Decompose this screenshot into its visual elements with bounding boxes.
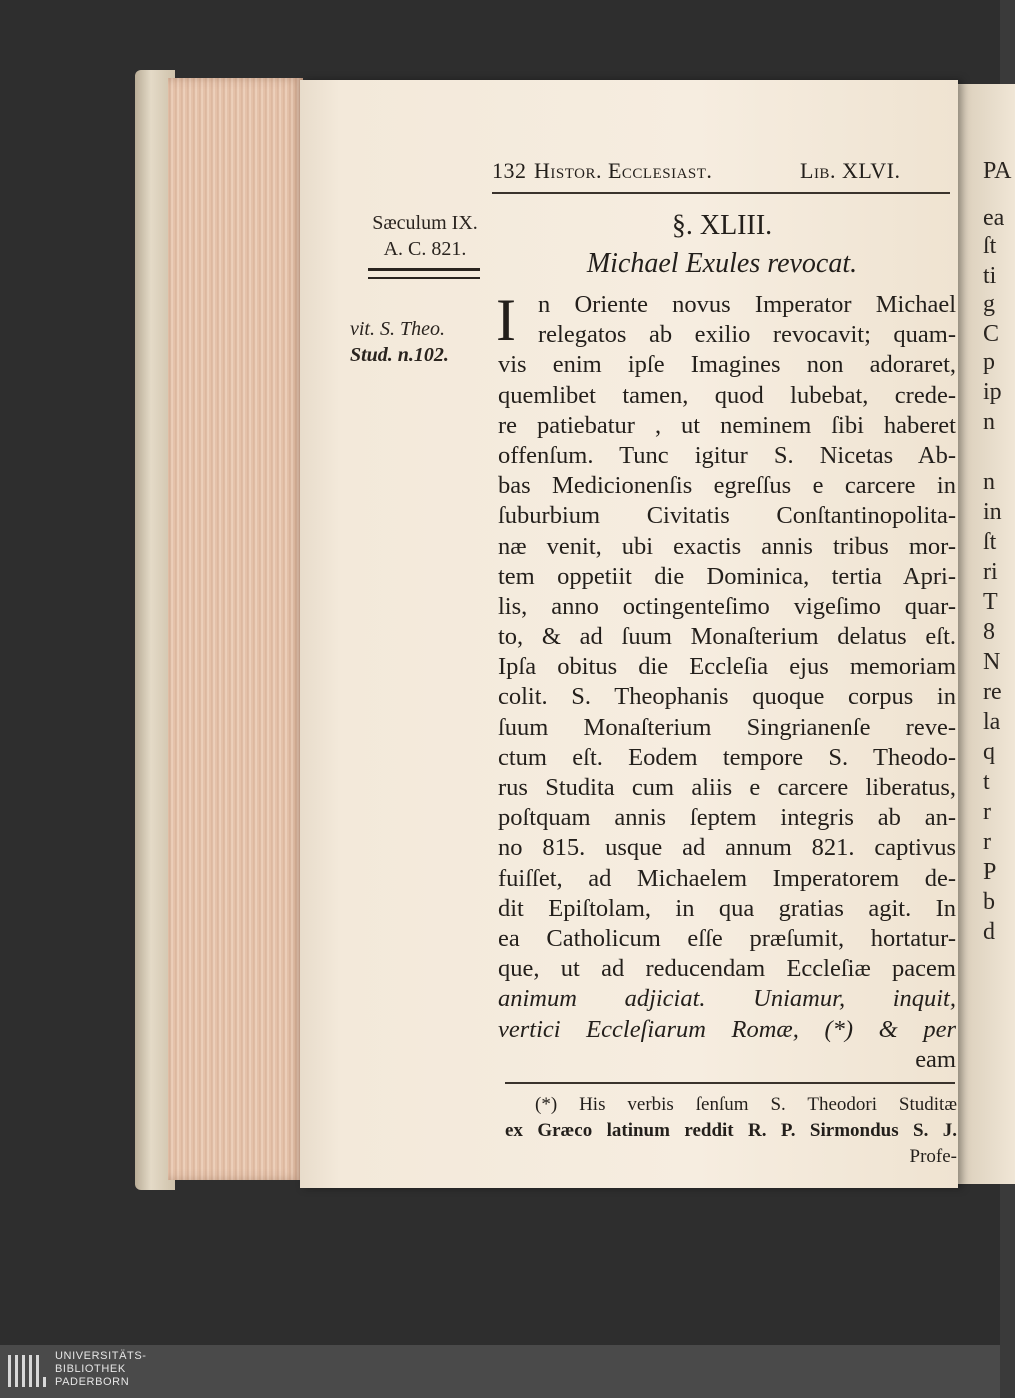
- footnote-line: (*) His verbis ſenſum S. Theodori Studitæ: [535, 1094, 957, 1115]
- body-line: quemlibet tamen, quod lubebat, crede-: [498, 381, 956, 409]
- body-line: ſuburbium Civitatis Conſtantinopolita-: [498, 502, 956, 530]
- margin-ref-line-2: Stud. n.102.: [350, 344, 449, 366]
- facing-page-text: n: [983, 469, 995, 495]
- facing-page-text: n: [983, 409, 995, 435]
- facing-page-text: P: [983, 859, 997, 885]
- body-line: poſtquam annis ſeptem integris ab an-: [498, 804, 956, 832]
- facing-page-text: la: [983, 709, 1001, 735]
- body-line: to, & ad ſuum Monaſterium delatus eſt.: [498, 623, 956, 651]
- facing-page-text: PA: [983, 158, 1012, 184]
- body-line: que, ut ad reducendam Eccleſiæ pacem: [498, 955, 956, 983]
- body-line: fuiſſet, ad Michaelem Imperatorem de-: [498, 864, 956, 892]
- body-line: vertici Eccleſiarum Romæ, (*) & per: [498, 1015, 956, 1043]
- section-title: Michael Exules revocat.: [586, 248, 858, 279]
- facing-page-text: C: [983, 321, 1000, 347]
- section-number: §. XLIII.: [671, 210, 773, 241]
- body-text: [496, 287, 956, 1075]
- facing-page-text: ſt: [983, 529, 997, 555]
- facing-page-text: d: [983, 919, 995, 945]
- facing-page-text: re: [983, 679, 1002, 705]
- library-logo-text: [55, 1350, 147, 1389]
- body-line: ea Catholicum eſſe præſumit, hortatur-: [498, 924, 956, 952]
- facing-page-text: g: [983, 291, 995, 317]
- running-header: [492, 158, 952, 188]
- facing-page-text: ti: [983, 263, 997, 289]
- page-number: 132: [492, 158, 527, 183]
- margin-double-rule: [368, 268, 480, 279]
- facing-page-text: r: [983, 799, 991, 825]
- library-logo-bar: [0, 1345, 1000, 1398]
- body-line: re patiebatur , ut neminem ſibi haberet: [498, 411, 956, 439]
- margin-reference-note: [350, 316, 500, 368]
- body-line: næ venit, ubi exactis annis tribus mor-: [498, 532, 956, 560]
- header-rule: [492, 192, 950, 194]
- body-line: rus Studita cum aliis e carcere liberatus,: [498, 774, 956, 801]
- facing-page-fragment: [955, 84, 1015, 1184]
- facing-page-text: ri: [983, 559, 998, 585]
- facing-page-text: in: [983, 499, 1002, 525]
- footnote-line: ex Græco latinum reddit R. P. Sirmondus S. J.: [505, 1120, 957, 1141]
- margin-ref-line-1: vit. S. Theo.: [350, 318, 445, 340]
- body-line: relegatos ab exilio revocavit; quam-: [538, 321, 956, 349]
- body-line: ſuum Monaſterium Singrianenſe reve-: [498, 713, 956, 741]
- body-line: Ipſa obitus die Eccleſia ejus memoriam: [498, 653, 956, 681]
- page-edges: [168, 78, 303, 1180]
- facing-page-text: r: [983, 829, 991, 855]
- body-line: n Oriente novus Imperator Michael: [538, 291, 956, 318]
- body-line: no 815. usque ad annum 821. captivus: [498, 834, 956, 862]
- margin-year: A. C. 821.: [383, 238, 467, 260]
- body-line: ctum eſt. Eodem tempore S. Theodo-: [498, 743, 956, 771]
- body-line: animum adjiciat. Uniamur, inquit,: [498, 985, 956, 1013]
- facing-page-text: 8: [983, 619, 995, 645]
- body-line: bas Medicionenſis egreſſus e carcere in: [498, 472, 956, 500]
- facing-page-text: t: [983, 769, 990, 795]
- logo-line: BIBLIOTHEK: [55, 1363, 126, 1375]
- margin-date-note: [350, 210, 500, 279]
- facing-page-text: ip: [983, 379, 1002, 405]
- body-line: tem oppetiit die Dominica, tertia Apri-: [498, 562, 956, 590]
- margin-century: Sæculum IX.: [372, 212, 478, 234]
- footnote-line: Profe-: [909, 1146, 957, 1167]
- body-line: dit Epiſtolam, in qua gratias agit. In: [498, 894, 956, 922]
- logo-line: UNIVERSITÄTS-: [55, 1350, 147, 1362]
- logo-line: PADERBORN: [55, 1376, 130, 1388]
- facing-page-text: q: [983, 739, 995, 765]
- body-line: vis enim ipſe Imagines non adoraret,: [498, 351, 956, 379]
- facing-page-text: N: [983, 649, 1001, 675]
- facing-page-text: ſt: [983, 233, 997, 259]
- body-line: eam: [915, 1045, 956, 1073]
- book-number: Lib. XLVI.: [800, 158, 901, 183]
- footnote-rule: [505, 1082, 955, 1084]
- facing-page-text: T: [983, 589, 998, 615]
- body-line: colit. S. Theophanis quoque corpus in: [498, 683, 956, 711]
- facing-page-text: b: [983, 889, 995, 915]
- library-logo-icon: [6, 1351, 46, 1391]
- footnote: [505, 1092, 957, 1170]
- body-line: offenſum. Tunc igitur S. Nicetas Ab-: [498, 441, 956, 469]
- drop-capital: I: [496, 287, 516, 353]
- body-line: lis, anno octingenteſimo vigeſimo quar-: [498, 592, 956, 620]
- facing-page-text: ea: [983, 205, 1005, 231]
- facing-page-text: p: [983, 349, 995, 375]
- running-title: Histor. Ecclesiast.: [534, 158, 713, 183]
